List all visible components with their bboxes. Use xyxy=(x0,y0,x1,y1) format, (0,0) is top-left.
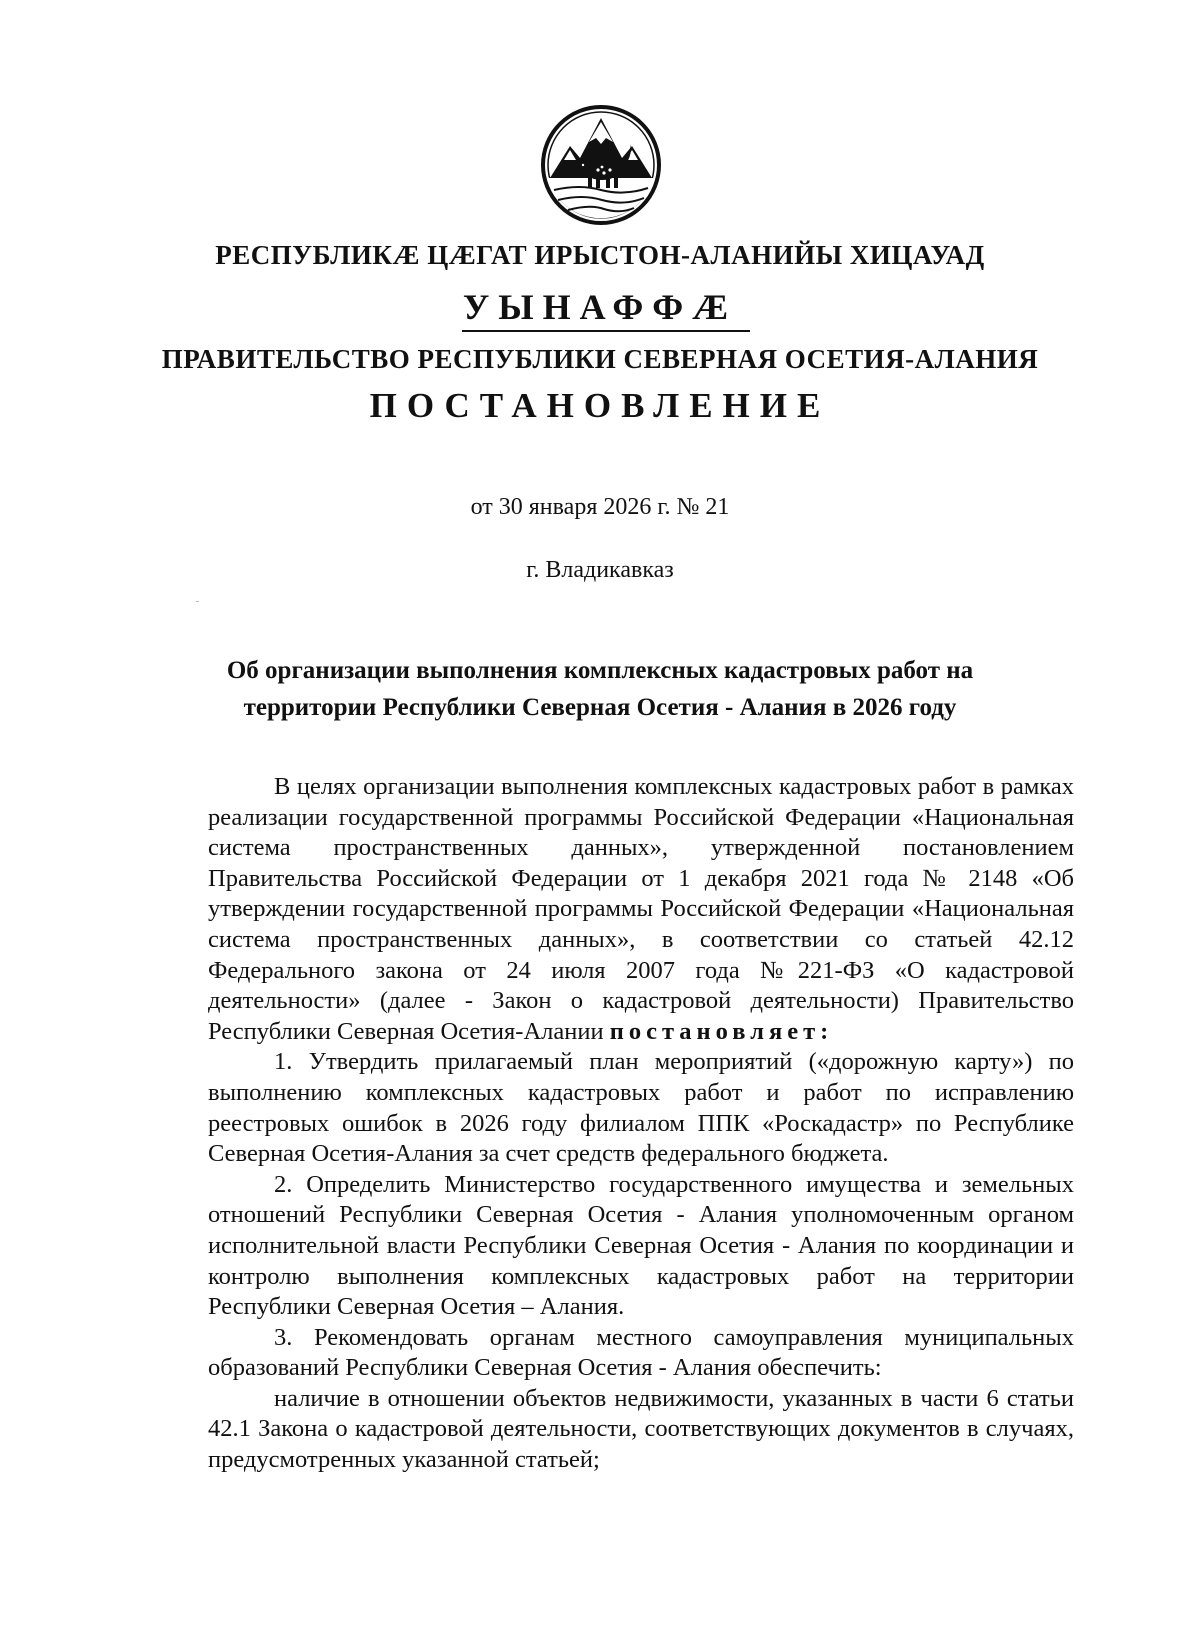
preamble-paragraph xyxy=(208,772,1074,1047)
russian-document-type: ПОСТАНОВЛЕНИЕ xyxy=(369,386,831,425)
document-title xyxy=(0,652,1200,726)
document-date-number: от 30 января 2026 г. № 21 xyxy=(470,494,730,520)
russian-government-heading: ПРАВИТЕЛЬСТВО РЕСПУБЛИКИ СЕВЕРНАЯ ОСЕТИЯ-АЛАНИЯ xyxy=(161,344,1039,374)
decree-word: постановляет: xyxy=(609,1017,834,1045)
document-city: г. Владикавказ xyxy=(526,557,674,583)
header-underline xyxy=(462,330,750,332)
document-title-line-2: территории Республики Северная Осетия - Алания в 2026 году xyxy=(243,694,957,721)
document-body xyxy=(208,772,1074,1476)
ossetian-government-heading: РЕСПУБЛИКÆ ЦÆГАТ ИРЫСТОН-АЛАНИЙЫ ХИЦАУАД xyxy=(215,240,985,270)
coat-of-arms-icon xyxy=(540,104,662,226)
scan-speck xyxy=(196,601,199,602)
ossetian-document-type: УЫНАФФÆ xyxy=(462,287,738,327)
document-title-line-1: Об организации выполнения комплексных кадастровых работ на xyxy=(226,657,974,684)
preamble-text: В целях организации выполнения комплексных кадастровых работ в рамках реализации государственной программы Российской Федерации «Национальная система пространственных данных», утвержденной постановлением Правительства Российской Федерации от 1 декабря 2021 года № 2148 «Об утверждении государственной программы Российской Федерации «Национальная система пространственных данных», в соответствии со статьей 42.12 Федерального закона от 24 июля 2007 года №221-ФЗ «О кадастровой деятельности» (далее - Закон о кадастровой деятельности) Правительство Республики Северная Осетия-Алании xyxy=(208,773,1074,1045)
clause-3-paragraph: 3. Рекомендовать органам местного самоуправления муниципальных образований Республики Северная Осетия - Алания обеспечить: xyxy=(208,1323,1074,1382)
clause-3-item-paragraph: наличие в отношении объектов недвижимости, указанных в части 6 статьи 42.1 Закона о кадастровой деятельности, соответствующих документов в случаях, предусмотренных указанной статьей; xyxy=(208,1384,1074,1474)
clause-1-paragraph: 1. Утвердить прилагаемый план мероприятий («дорожную карту») по выполнению комплексных кадастровых работ и работ по исправлению реестровых ошибок в 2026 году филиалом ППК «Роскадастр» по Республике Северная Осетия-Алания за счет средств федерального бюджета. xyxy=(208,1048,1074,1168)
clause-2-paragraph: 2. Определить Министерство государственного имущества и земельных отношений Республики Северная Осетия - Алания уполномоченным органом исполнительной власти Республики Северная Осетия - Алания по координации и контролю выполнения комплексных кадастровых работ на территории Республики Северная Осетия – Алания. xyxy=(208,1170,1074,1321)
